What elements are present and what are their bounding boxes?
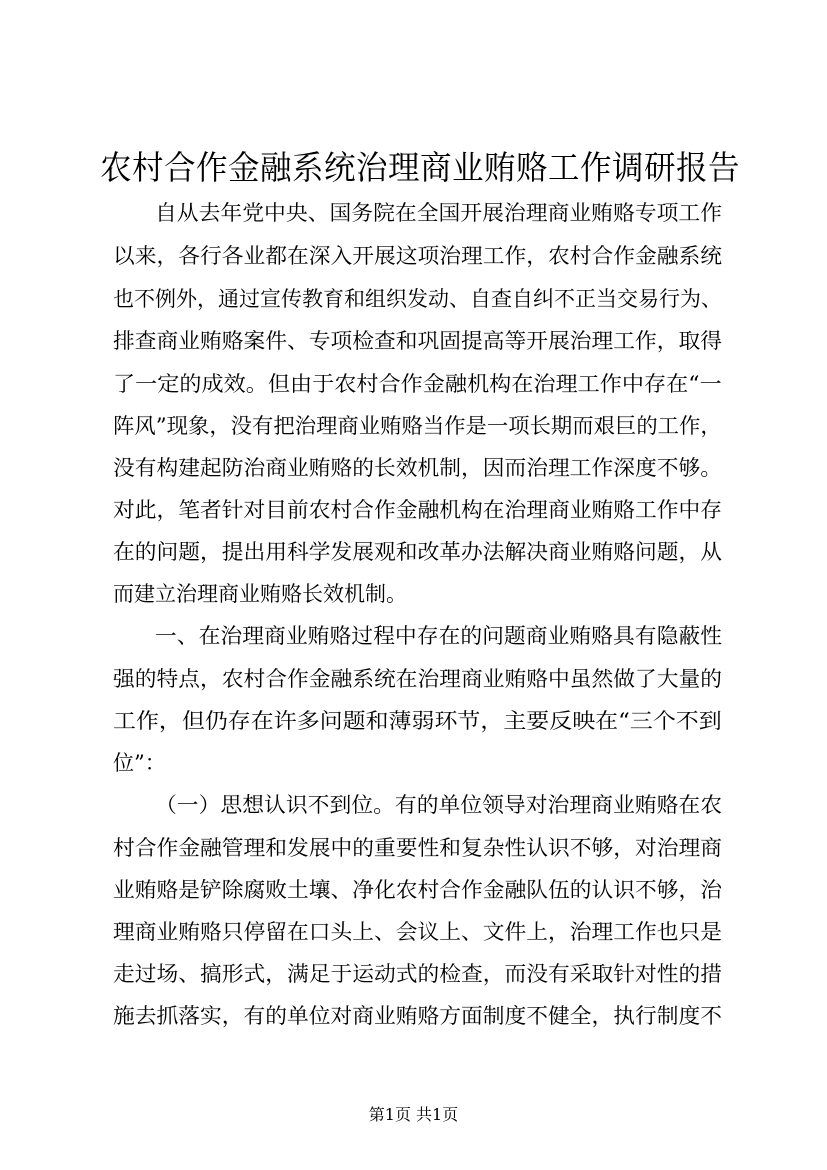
body-line: 阵风”现象，没有把治理商业贿赂当作是一项长期而艰巨的工作， bbox=[113, 414, 722, 438]
body-line: 也不例外，通过宣传教育和组织发动、自查自纠不正当交易行为、 bbox=[113, 287, 722, 311]
body-line: 强的特点，农村合作金融系统在治理商业贿赂中虽然做了大量的 bbox=[113, 667, 722, 691]
body-line: 工作，但仍存在许多问题和薄弱环节，主要反映在“三个不到 bbox=[113, 709, 722, 733]
body-line: （一）思想认识不到位。有的单位领导对治理商业贿赂在农 bbox=[155, 793, 723, 817]
body-line: 一、在治理商业贿赂过程中存在的问题商业贿赂具有隐蔽性 bbox=[155, 624, 723, 648]
document-title: 农村合作金融系统治理商业贿赂工作调研报告 bbox=[100, 148, 740, 187]
body-line: 在的问题，提出用科学发展观和改革办法解决商业贿赂问题，从 bbox=[113, 540, 722, 564]
body-line: 排查商业贿赂案件、专项检查和巩固提高等开展治理工作，取得 bbox=[113, 329, 722, 353]
page-footer: 第1页 共1页 bbox=[368, 1105, 459, 1124]
body-line: 业贿赂是铲除腐败土壤、净化农村合作金融队伍的认识不够，治 bbox=[113, 878, 722, 902]
body-line: 了一定的成效。但由于农村合作金融机构在治理工作中存在“一 bbox=[113, 372, 722, 396]
body-line: 对此，笔者针对目前农村合作金融机构在治理商业贿赂工作中存 bbox=[113, 498, 722, 522]
body-line: 以来，各行各业都在深入开展这项治理工作，农村合作金融系统 bbox=[113, 244, 722, 268]
body-line: 村合作金融管理和发展中的重要性和复杂性认识不够，对治理商 bbox=[113, 836, 722, 860]
body-line: 自从去年党中央、国务院在全国开展治理商业贿赂专项工作 bbox=[155, 201, 723, 225]
body-line: 走过场、搞形式，满足于运动式的检查，而没有采取针对性的措 bbox=[113, 962, 722, 986]
body-line: 位”： bbox=[113, 751, 166, 775]
body-line: 没有构建起防治商业贿赂的长效机制，因而治理工作深度不够。 bbox=[113, 456, 722, 480]
body-line: 理商业贿赂只停留在口头上、会议上、文件上，治理工作也只是 bbox=[113, 920, 722, 944]
body-line: 施去抓落实，有的单位对商业贿赂方面制度不健全，执行制度不 bbox=[113, 1004, 722, 1028]
body-line: 而建立治理商业贿赂长效机制。 bbox=[113, 582, 407, 606]
